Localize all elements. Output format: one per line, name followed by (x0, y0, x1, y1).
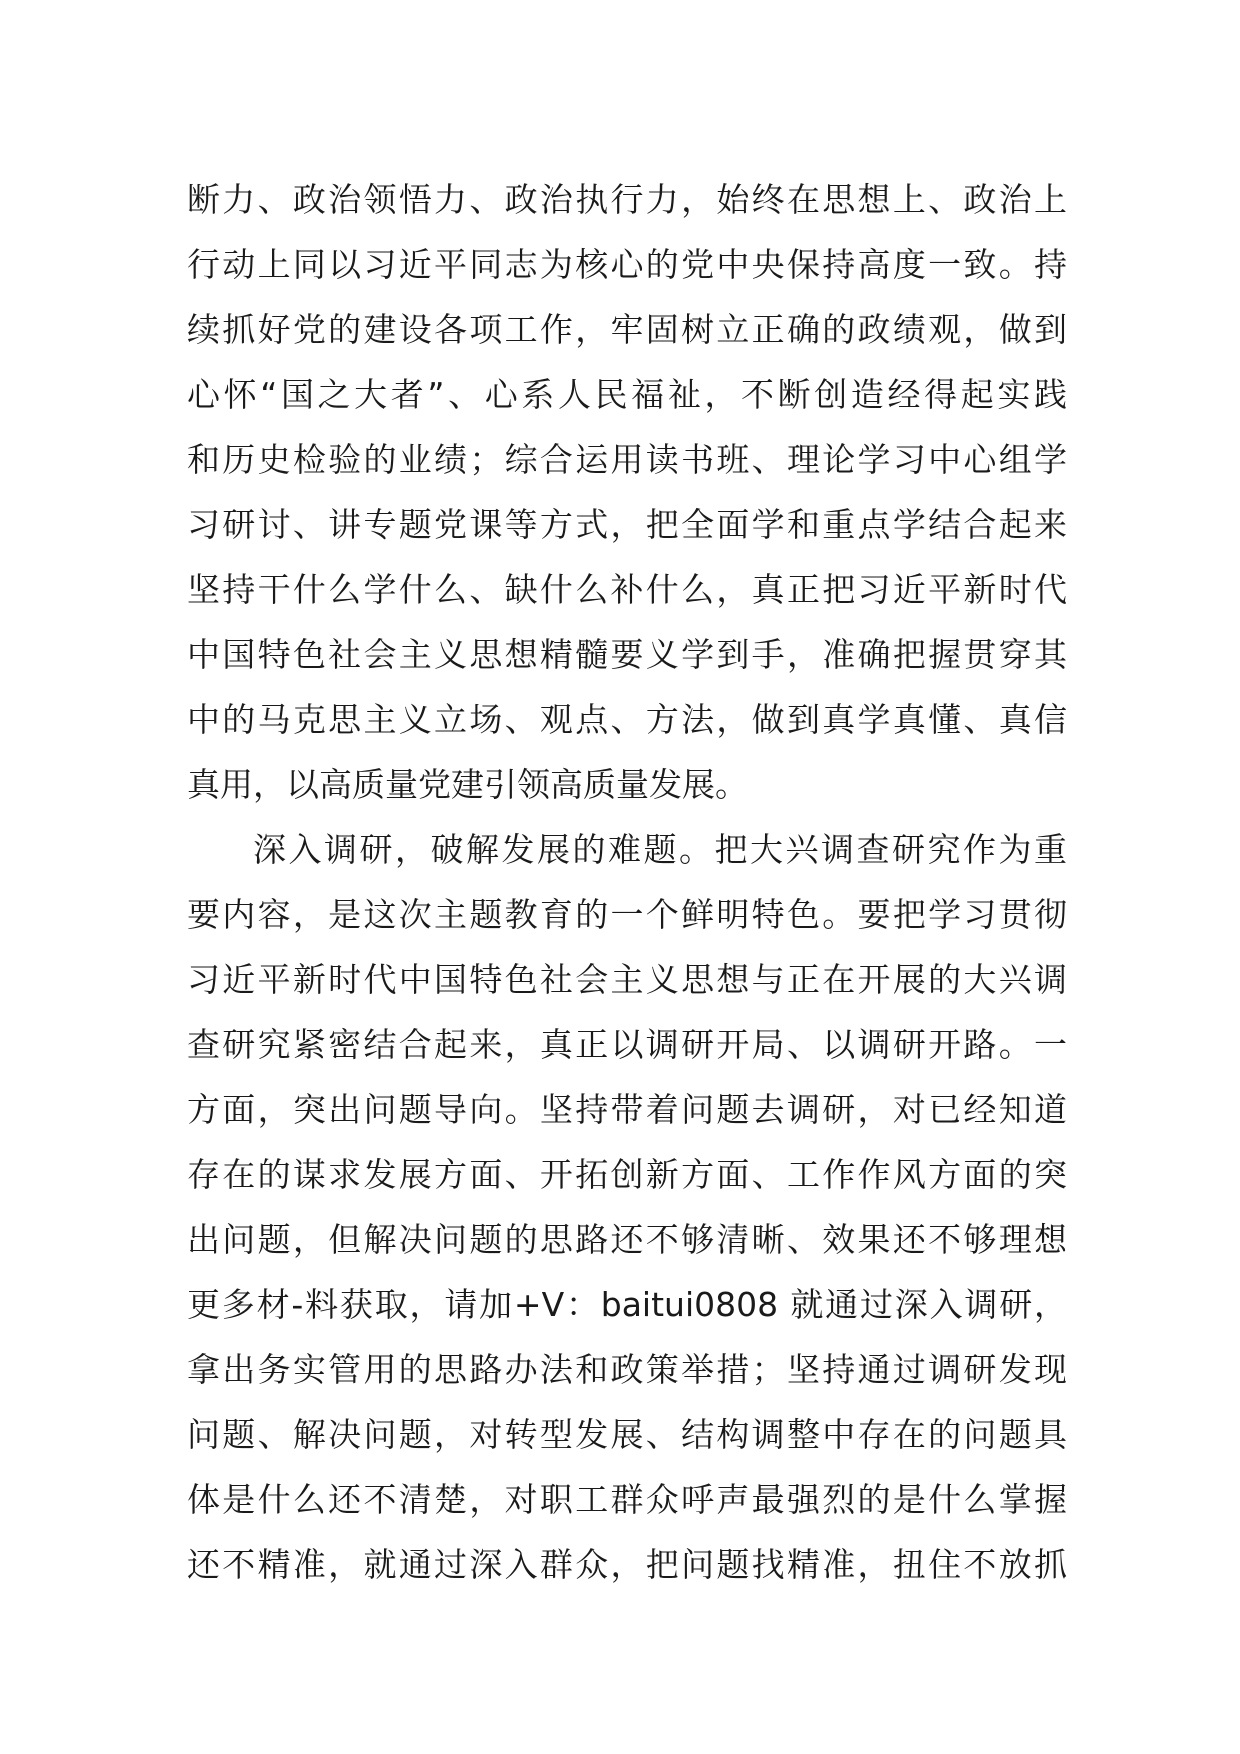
text-line: 查研究紧密结合起来，真正以调研开局、以调研开路。一 (187, 1025, 1067, 1064)
text-line: 拿出务实管用的思路办法和政策举措；坚持通过调研发现 (187, 1350, 1067, 1389)
text-line: 体是什么还不清楚，对职工群众呼声最强烈的是什么掌握 (187, 1480, 1067, 1519)
text-line: 行动上同以习近平同志为核心的党中央保持高度一致。持 (187, 245, 1067, 284)
body-text (187, 167, 1067, 1597)
text-line: 中国特色社会主义思想精髓要义学到手，准确把握贯穿其 (187, 635, 1067, 674)
text-line: 要内容，是这次主题教育的一个鲜明特色。要把学习贯彻 (187, 895, 1067, 934)
text-line: 心怀“国之大者”、心系人民福祉，不断创造经得起实践 (187, 375, 1067, 414)
text-line: 习研讨、讲专题党课等方式，把全面学和重点学结合起来 (187, 505, 1067, 544)
text-line: 方面，突出问题导向。坚持带着问题去调研，对已经知道 (187, 1090, 1067, 1129)
paragraph-start-line: 深入调研，破解发展的难题。把大兴调查研究作为重 (253, 830, 1067, 869)
text-line: 更多材-料获取，请加+V：baitui0808 就通过深入调研， (187, 1285, 1067, 1324)
text-line: 续抓好党的建设各项工作，牢固树立正确的政绩观，做到 (187, 310, 1067, 349)
text-line: 出问题，但解决问题的思路还不够清晰、效果还不够理想 (187, 1220, 1067, 1259)
paragraph-end-line: 真用，以高质量党建引领高质量发展。 (187, 765, 748, 804)
text-line: 中的马克思主义立场、观点、方法，做到真学真懂、真信 (187, 700, 1067, 739)
text-line: 还不精准，就通过深入群众，把问题找精准，扭住不放抓 (187, 1545, 1067, 1584)
text-line: 存在的谋求发展方面、开拓创新方面、工作作风方面的突 (187, 1155, 1067, 1194)
text-line: 坚持干什么学什么、缺什么补什么，真正把习近平新时代 (187, 570, 1067, 609)
text-line: 和历史检验的业绩；综合运用读书班、理论学习中心组学 (187, 440, 1067, 479)
text-line: 习近平新时代中国特色社会主义思想与正在开展的大兴调 (187, 960, 1067, 999)
text-line: 问题、解决问题，对转型发展、结构调整中存在的问题具 (187, 1415, 1067, 1454)
text-line: 断力、政治领悟力、政治执行力，始终在思想上、政治上 (187, 180, 1067, 219)
